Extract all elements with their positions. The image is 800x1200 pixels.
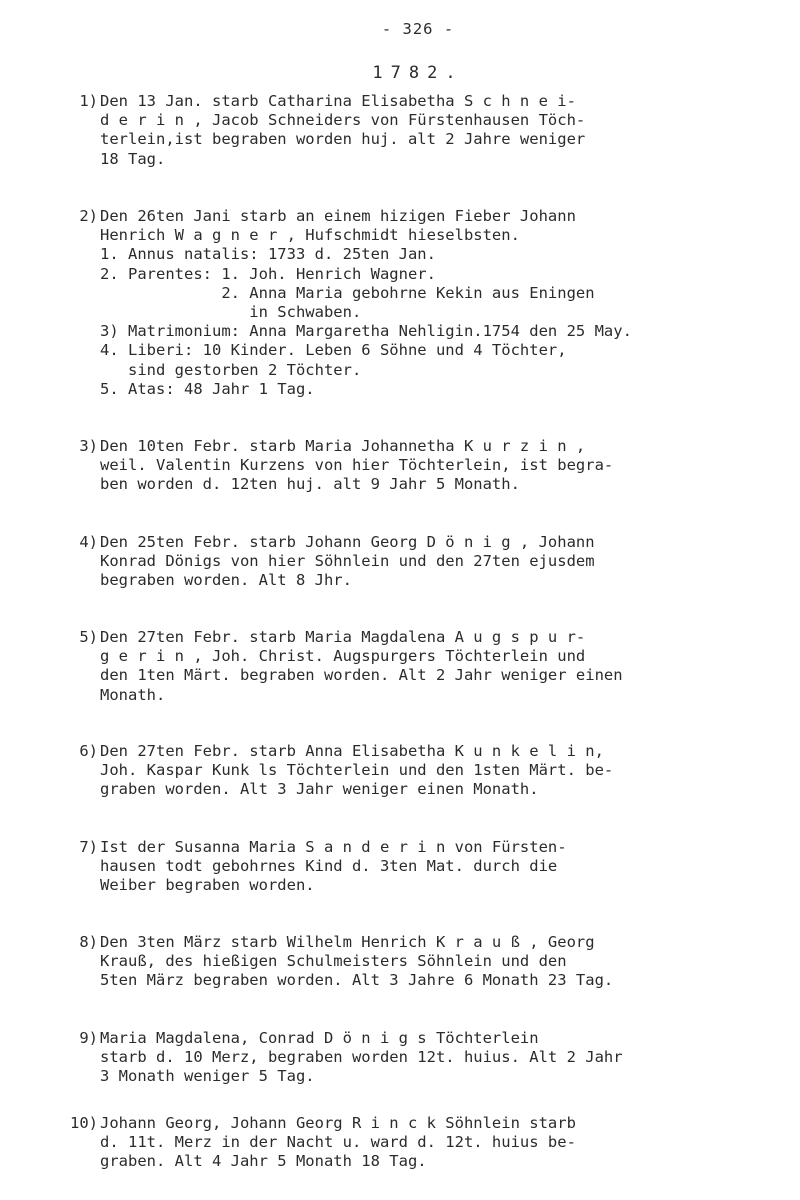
entry-number: 3) [79,437,98,455]
entry-number: 9) [79,1029,98,1047]
entry-line: 3 Monath weniger 5 Tag. [100,1067,315,1086]
entry-line: 2. Parentes: 1. Joh. Henrich Wagner. [100,264,436,283]
entry-line: g e r i n , Joh. Christ. Augspurgers Töchterlein und [100,647,586,666]
entry-line: Den 27ten Febr. starb Anna Elisabetha K u n k e l i n, [100,742,604,760]
entry-number: 6) [79,742,98,760]
entry-line: Konrad Dönigs von hier Söhnlein und den 27ten ejusdem [100,552,595,571]
entry-line: Maria Magdalena, Conrad D ö n i g s Töchterlein [100,1029,539,1047]
entry-number: 8) [79,933,98,951]
entry-line: 5. Atas: 48 Jahr 1 Tag. [100,379,315,398]
entry-line: Henrich W a g n e r , Hufschmidt hieselbsten. [100,226,520,245]
entry-line: 18 Tag. [100,149,166,168]
entry-line: 3) Matrimonium: Anna Margaretha Nehligin.1754 den 25 May. [100,322,632,341]
entry-line: Den 26ten Jani starb an einem hizigen Fieber Johann [100,207,576,225]
entry-line: den 1ten Märt. begraben worden. Alt 2 Jahr weniger einen [100,666,623,685]
entry-line: ben worden d. 12ten huj. alt 9 Jahr 5 Monath. [100,475,520,494]
entry-line: Johann Georg, Johann Georg R i n c k Söhnlein starb [100,1114,576,1132]
entry-line: begraben worden. Alt 8 Jhr. [100,571,352,590]
entry-line: 4. Liberi: 10 Kinder. Leben 6 Söhne und 4 Töchter, [100,341,567,360]
entry-line: 5ten März begraben worden. Alt 3 Jahre 6 Monath 23 Tag. [100,971,614,990]
entry-number: 5) [79,628,98,646]
entry-line: Den 13 Jan. starb Catharina Elisabetha S c h n e i- [100,92,576,110]
entry-number: 7) [79,838,98,856]
entry-line: Den 3ten März starb Wilhelm Henrich K r a u ß , Georg [100,933,595,951]
entry-line: graben worden. Alt 3 Jahr weniger einen Monath. [100,780,539,799]
year-heading: 1782. [372,63,464,83]
entry-line: Krauß, des hießigen Schulmeisters Söhnlein und den [100,952,567,971]
entry-line: 1. Annus natalis: 1733 d. 25ten Jan. [100,245,436,264]
entry-line: Den 25ten Febr. starb Johann Georg D ö n i g , Johann [100,533,595,551]
entry-number: 4) [79,533,98,551]
entry-line: sind gestorben 2 Töchter. [100,360,362,379]
entry-number: 10) [70,1114,98,1132]
entry-line: Den 27ten Febr. starb Maria Magdalena A u g s p u r- [100,628,586,646]
entry-line: Ist der Susanna Maria S a n d e r i n von Fürsten- [100,838,567,856]
entry-line: Joh. Kaspar Kunk ls Töchterlein und den 1sten Märt. be- [100,761,614,780]
entry-line: in Schwaben. [100,302,362,321]
entry-line: graben. Alt 4 Jahr 5 Monath 18 Tag. [100,1152,427,1171]
entry-line: weil. Valentin Kurzens von hier Töchterlein, ist begra- [100,456,614,475]
entry-line: hausen todt gebohrnes Kind d. 3ten Mat. durch die [100,857,558,876]
entry-number: 1) [79,92,98,110]
entry-line: d. 11t. Merz in der Nacht u. ward d. 12t. huius be- [100,1133,576,1152]
entry-line: 2. Anna Maria gebohrne Kekin aus Eningen [100,283,595,302]
entry-line: terlein,ist begraben worden huj. alt 2 Jahre weniger [100,130,586,149]
entry-line: Weiber begraben worden. [100,876,315,895]
entry-number: 2) [79,207,98,225]
entry-line: starb d. 10 Merz, begraben worden 12t. huius. Alt 2 Jahr [100,1048,623,1067]
entry-line: Monath. [100,685,166,704]
entry-line: d e r i n , Jacob Schneiders von Fürstenhausen Töch- [100,111,586,130]
page-number: - 326 - [381,20,455,38]
entry-line: Den 10ten Febr. starb Maria Johannetha K u r z i n , [100,437,586,455]
